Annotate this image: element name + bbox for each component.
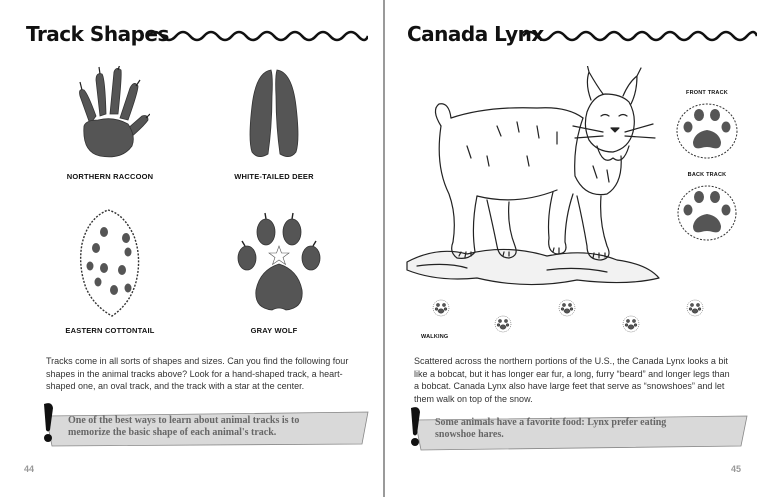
exclamation-icon (36, 402, 58, 446)
canada-lynx-illustration (397, 66, 667, 300)
track-label-deer: WHITE-TAILED DEER (234, 172, 314, 181)
page-title-track-shapes: Track Shapes (26, 22, 169, 46)
track-shapes-paragraph (46, 355, 366, 393)
tip-text-right (435, 417, 666, 441)
tip-box-left (32, 408, 372, 446)
walking-label: WALKING (421, 334, 449, 340)
wavy-rule-decoration (523, 28, 757, 42)
paragraph-line: them walk on top of the snow. (414, 393, 533, 404)
paragraph-line: shapes in the animal tracks above? Look for a hand-shaped track, a heart- (46, 368, 343, 379)
tip-box-right (401, 414, 751, 452)
track-label-wolf: GRAY WOLF (250, 326, 298, 335)
tip-text-left (68, 415, 299, 439)
canada-lynx-paragraph (414, 355, 759, 405)
right-page (385, 0, 768, 497)
tip-line: One of the best ways to learn about animal tracks is to (68, 415, 300, 426)
paragraph-line: Scattered across the northern portions of the U.S., the Canada Lynx looks a bit (414, 356, 728, 366)
raccoon-hand-track-icon (70, 66, 150, 162)
exclamation-icon (403, 406, 425, 450)
page-number-left: 44 (24, 464, 35, 474)
page-number-right: 45 (731, 464, 742, 474)
paragraph-line: Tracks come in all sorts of shapes and sizes. Can you find the following four (46, 356, 349, 366)
paragraph-line: shaped one, an oval track, and the track with a star at the center. (46, 381, 305, 391)
wolf-star-track-icon (236, 212, 322, 316)
left-page (0, 0, 383, 497)
lynx-back-track-icon (675, 184, 739, 242)
back-track-label: BACK TRACK (687, 172, 727, 178)
paragraph-line: a bobcat. Canada Lynx also have large feet that serve as “snowshoes” and let (414, 381, 725, 391)
deer-heart-track-icon (244, 66, 304, 162)
walking-trail-tracks (397, 296, 737, 336)
front-track-label: FRONT TRACK (686, 90, 728, 96)
wavy-rule-decoration (148, 28, 368, 42)
tip-line: memorize the basic shape of each animal's track. (68, 427, 277, 438)
track-label-raccoon: NORTHERN RACCOON (66, 172, 154, 181)
tip-line: Some animals have a favorite food: Lynx prefer eating (435, 417, 667, 428)
track-label-cottontail: EASTERN COTTONTAIL (65, 326, 155, 335)
paragraph-line: like a bobcat, but it has longer ear fur, a long, furry “beard” and longer legs than (414, 368, 730, 379)
lynx-front-track-icon (675, 102, 739, 160)
rabbit-oval-track-icon (78, 208, 142, 318)
page-title-canada-lynx: Canada Lynx (407, 22, 544, 46)
tip-line: snowshoe hares. (435, 429, 504, 440)
